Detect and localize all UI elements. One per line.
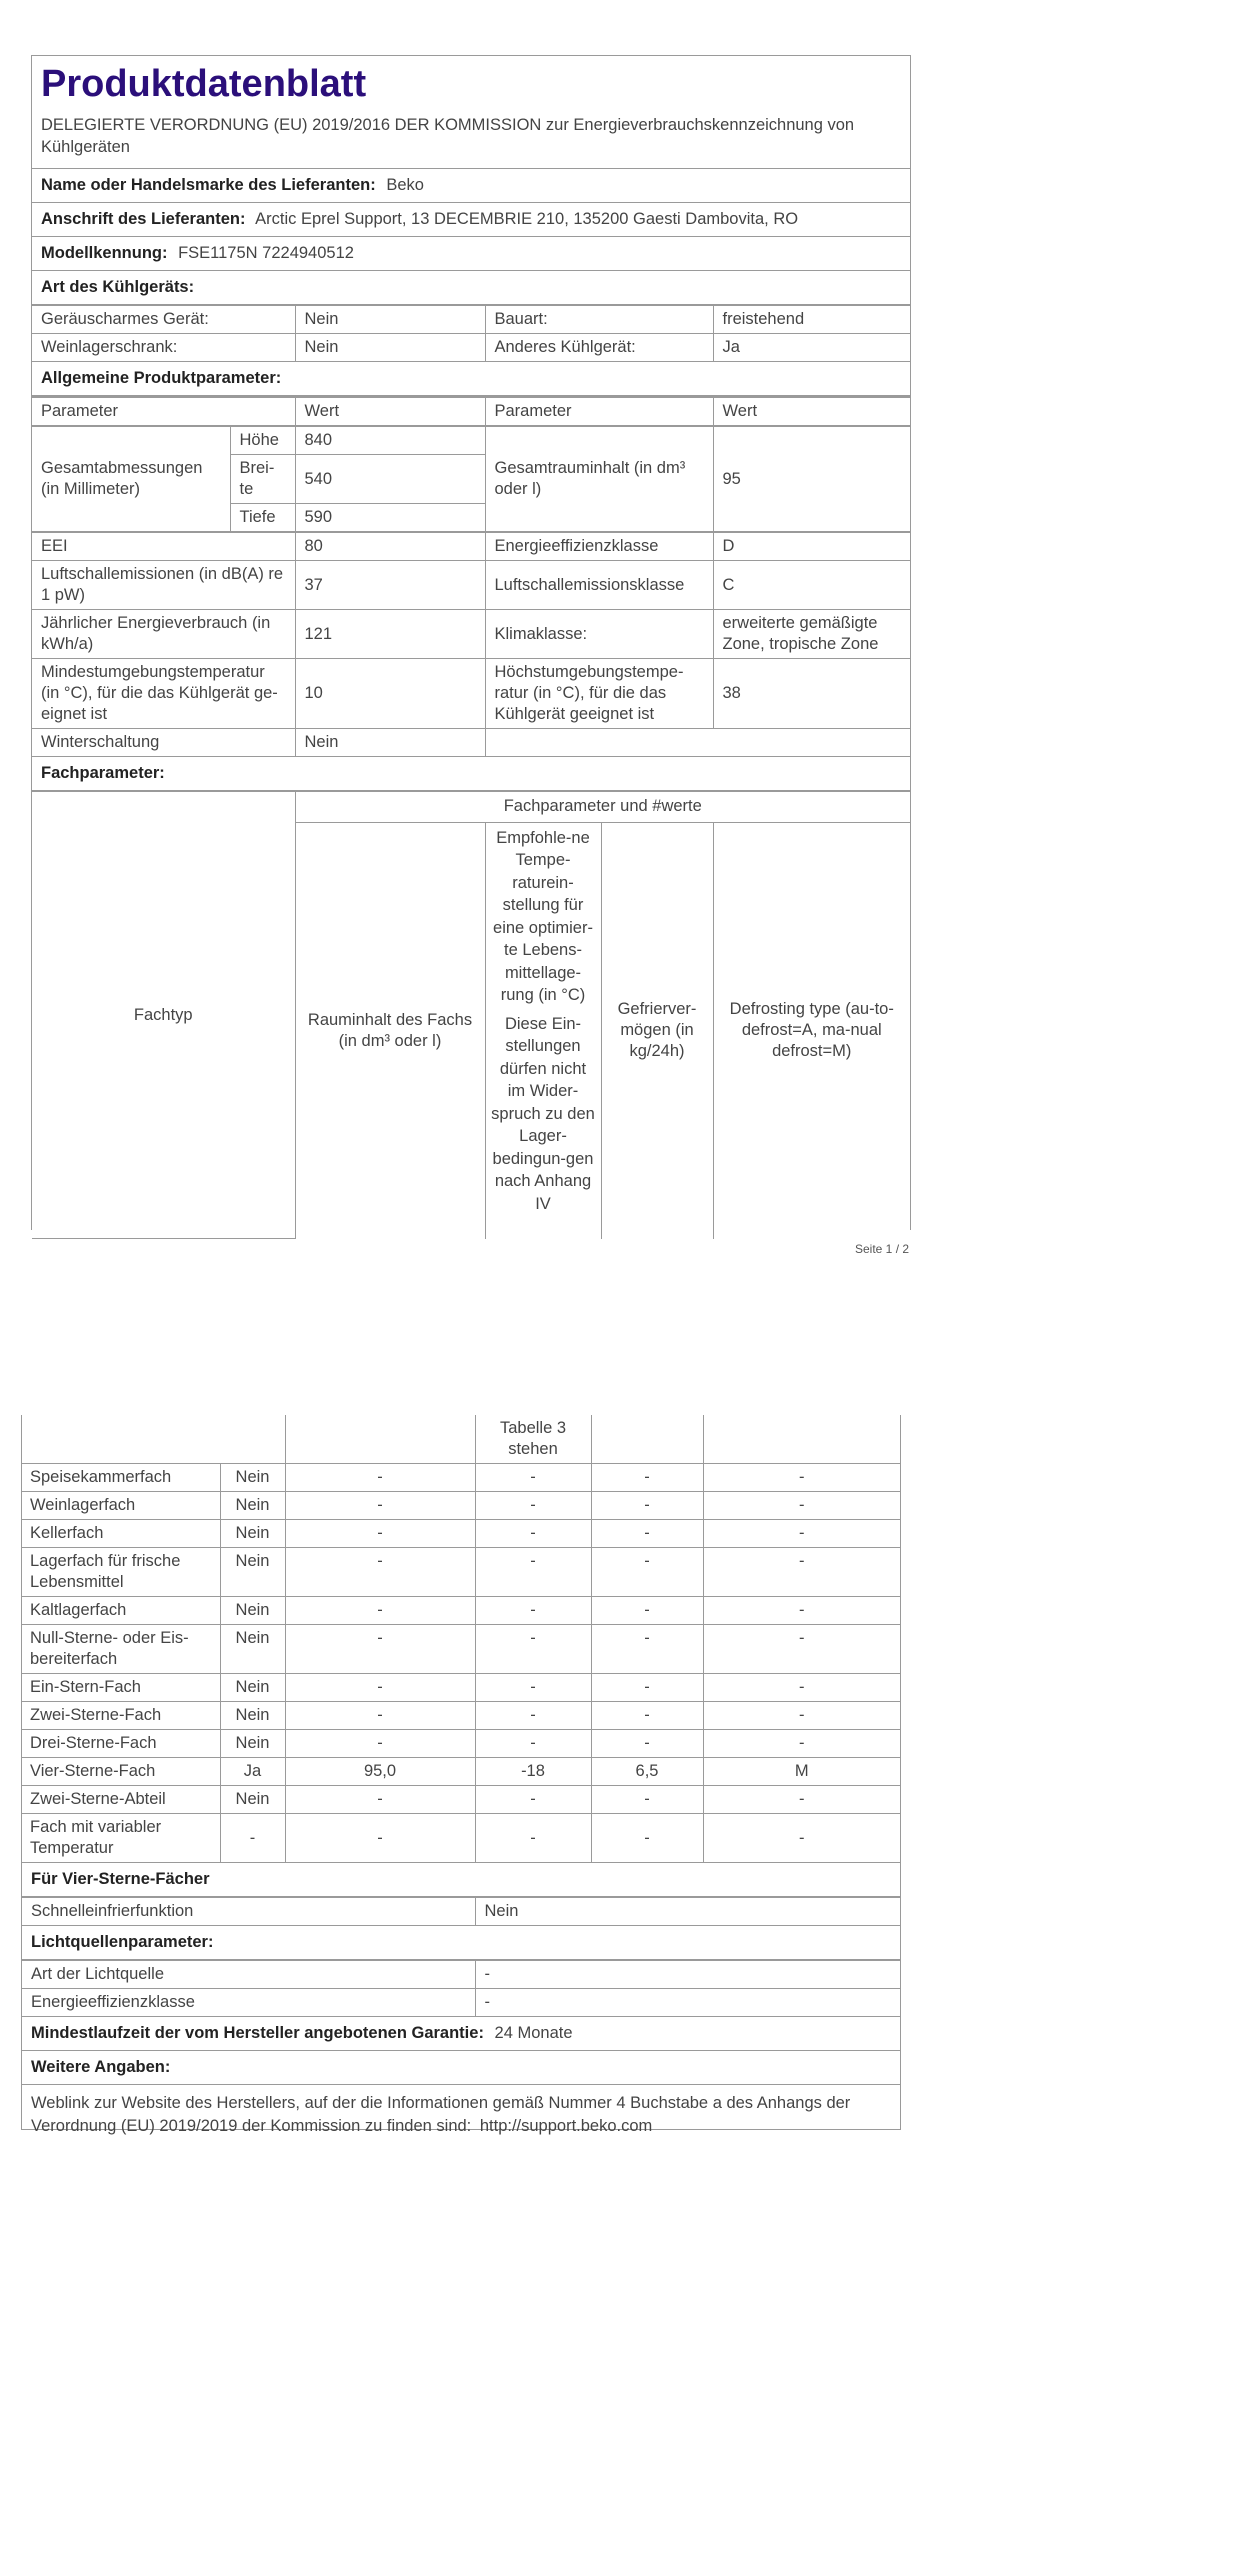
light-heading: Lichtquellenparameter:: [22, 1926, 900, 1960]
volume-value: 95: [713, 426, 910, 532]
compartment-freeze: 6,5: [591, 1758, 703, 1786]
compartment-defrost: -: [703, 1597, 900, 1625]
table-row: [22, 1702, 900, 1730]
compartment-present: Nein: [220, 1548, 285, 1597]
compartment-type: Kaltlagerfach: [22, 1597, 220, 1625]
col-compartment-type: Fachtyp: [32, 792, 295, 1239]
device-value: Ja: [713, 334, 910, 362]
device-label: Anderes Kühlgerät:: [485, 334, 713, 362]
compartment-freeze: -: [591, 1548, 703, 1597]
compartment-volume: -: [285, 1674, 475, 1702]
further-text: Weblink zur Website des Herstellers, auf der die Informationen gemäß Nummer 4 Buchstabe a des Anhangs der Verordnung (EU) 2019/2019 der Kommission zu finden sind:: [31, 2094, 851, 2135]
compartment-freeze: -: [591, 1814, 703, 1863]
compartment-type: Drei-Sterne-Fach: [22, 1730, 220, 1758]
compartment-present: Nein: [220, 1786, 285, 1814]
further-heading: Weitere Angaben:: [22, 2051, 900, 2085]
param-label: EEI: [32, 532, 295, 561]
general-heading: Allgemeine Produktparameter:: [32, 362, 910, 396]
compartment-temp: -18: [475, 1758, 591, 1786]
dim-value: 840: [295, 426, 485, 455]
volume-label: Gesamtrauminhalt (in dm³ oder l): [485, 426, 713, 532]
device-type-row: [32, 334, 910, 362]
param-row: [32, 532, 910, 561]
param-label: Luftschallemissionen (in dB(A) re 1 pW): [32, 561, 295, 610]
col-defrost: Defrosting type (au-to-defrost=A, ma-nual defrost=M): [713, 822, 910, 1239]
compartment-volume: -: [285, 1492, 475, 1520]
device-value: Nein: [295, 306, 485, 334]
page-number: Seite 1 / 2: [855, 1242, 910, 1256]
table-row: [22, 1730, 900, 1758]
compartment-defrost: -: [703, 1548, 900, 1597]
warranty-value: 24 Monate: [494, 2024, 573, 2042]
table-row: [22, 1814, 900, 1863]
supplier-address-value: Arctic Eprel Support, 13 DECEMBRIE 210, 135200 Gaesti Dambovita, RO: [255, 210, 799, 228]
compartment-defrost: -: [703, 1730, 900, 1758]
param-value: erweiterte gemäßigte Zone, tropische Zone: [713, 610, 910, 659]
col-value: Wert: [713, 397, 910, 426]
compartment-freeze: -: [591, 1786, 703, 1814]
compartment-present: Nein: [220, 1730, 285, 1758]
compartments-header-table: [32, 791, 910, 1239]
compartment-temp: -: [475, 1730, 591, 1758]
param-label: Jährlicher Energieverbrauch (in kWh/a): [32, 610, 295, 659]
param-row: [32, 659, 910, 729]
general-header-row: [32, 397, 910, 426]
dim-label: Höhe: [230, 426, 295, 455]
compartment-freeze: -: [591, 1520, 703, 1548]
compartments-continued-row: [22, 1415, 900, 1464]
page-2: [21, 1415, 901, 2135]
dim-label: Tiefe: [230, 504, 295, 533]
compartment-defrost: -: [703, 1786, 900, 1814]
dim-value: 590: [295, 504, 485, 533]
compartment-volume: -: [285, 1625, 475, 1674]
compartment-type: Weinlagerfach: [22, 1492, 220, 1520]
compartment-present: Ja: [220, 1758, 285, 1786]
compartment-present: Nein: [220, 1464, 285, 1492]
page-title: Produktdatenblatt: [41, 63, 367, 105]
empty-cell: [22, 1415, 285, 1464]
quick-freeze-label: Schnelleinfrierfunktion: [22, 1898, 475, 1926]
param-row: [32, 610, 910, 659]
table-row: [22, 1492, 900, 1520]
compartment-temp: -: [475, 1786, 591, 1814]
table-row: [22, 1674, 900, 1702]
compartment-volume: -: [285, 1597, 475, 1625]
general-params-table: [32, 396, 910, 757]
compartment-type: Vier-Sterne-Fach: [22, 1758, 220, 1786]
col-parameter: Parameter: [485, 397, 713, 426]
dim-label: Brei-te: [230, 455, 295, 504]
compartment-defrost: -: [703, 1520, 900, 1548]
param-value: 37: [295, 561, 485, 610]
table-row: [22, 1548, 900, 1597]
light-row: [22, 1989, 900, 2017]
empty-cell: [285, 1415, 475, 1464]
param-label: Höchstumgebungstempe-ratur (in °C), für die das Kühlgerät geeignet ist: [485, 659, 713, 729]
compartment-temp: -: [475, 1492, 591, 1520]
compartment-present: -: [220, 1814, 285, 1863]
compartment-freeze: -: [591, 1702, 703, 1730]
model-row: [32, 237, 910, 271]
param-value: 10: [295, 659, 485, 729]
warranty-row: [22, 2017, 900, 2051]
warranty-label: Mindestlaufzeit der vom Hersteller angebotenen Garantie:: [31, 2024, 484, 2042]
compartment-defrost: -: [703, 1492, 900, 1520]
device-label: Weinlagerschrank:: [32, 334, 295, 362]
compartment-temp: -: [475, 1597, 591, 1625]
param-label: Klimaklasse:: [485, 610, 713, 659]
supplier-name-label: Name oder Handelsmarke des Lieferanten:: [41, 176, 376, 194]
supplier-address-row: [32, 203, 910, 237]
light-table: [22, 1960, 900, 2017]
compartment-type: Zwei-Sterne-Fach: [22, 1702, 220, 1730]
compartment-freeze: -: [591, 1464, 703, 1492]
table-row: [22, 1758, 900, 1786]
light-label: Energieeffizienzklasse: [22, 1989, 475, 2017]
model-label: Modellkennung:: [41, 244, 168, 262]
compartments-group-row: [32, 792, 910, 823]
col-temperature: [485, 822, 601, 1239]
compartment-present: Nein: [220, 1597, 285, 1625]
compartment-type: Speisekammerfach: [22, 1464, 220, 1492]
light-value: -: [475, 1989, 900, 2017]
compartment-volume: -: [285, 1786, 475, 1814]
compartment-volume: -: [285, 1464, 475, 1492]
compartment-type: Ein-Stern-Fach: [22, 1674, 220, 1702]
compartment-freeze: -: [591, 1730, 703, 1758]
param-label: Luftschallemissionsklasse: [485, 561, 713, 610]
compartment-temp: -: [475, 1520, 591, 1548]
col-temperature-part1: Empfohle-ne Tempe-raturein-stellung für eine optimier-te Lebens-mittellage-rung (in °C): [493, 828, 593, 1004]
compartment-freeze: -: [591, 1492, 703, 1520]
four-star-table: [22, 1897, 900, 1926]
device-type-row: [32, 306, 910, 334]
table-row: [22, 1625, 900, 1674]
device-type-heading: Art des Kühlgeräts:: [32, 271, 910, 305]
param-value: 80: [295, 532, 485, 561]
param-value: 38: [713, 659, 910, 729]
compartment-defrost: -: [703, 1464, 900, 1492]
compartment-volume: -: [285, 1702, 475, 1730]
device-label: Geräuscharmes Gerät:: [32, 306, 295, 334]
manufacturer-link[interactable]: http://support.beko.com: [479, 2117, 653, 2135]
device-value: Nein: [295, 334, 485, 362]
col-freeze: Gefrierver-mögen (in kg/24h): [601, 822, 713, 1239]
quick-freeze-value: Nein: [475, 1898, 900, 1926]
compartment-present: Nein: [220, 1674, 285, 1702]
compartment-type: Lagerfach für frische Lebensmittel: [22, 1548, 220, 1597]
empty-cell: [485, 729, 910, 757]
quick-freeze-row: [22, 1898, 900, 1926]
supplier-address-label: Anschrift des Lieferanten:: [41, 210, 246, 228]
compartment-defrost: -: [703, 1674, 900, 1702]
compartment-freeze: -: [591, 1674, 703, 1702]
col-temperature-part2: Diese Ein-stellungen dürfen nicht im Wider-spruch zu den Lager-bedingun-gen nach Anhang IV: [491, 1014, 595, 1213]
compartment-temp: -: [475, 1702, 591, 1730]
dims-row: [32, 426, 910, 455]
compartment-present: Nein: [220, 1702, 285, 1730]
supplier-name-row: [32, 169, 910, 203]
param-row: [32, 561, 910, 610]
table-row: [22, 1786, 900, 1814]
four-star-heading: Für Vier-Sterne-Fächer: [22, 1863, 900, 1897]
compartment-volume: -: [285, 1548, 475, 1597]
compartment-type: Zwei-Sterne-Abteil: [22, 1786, 220, 1814]
device-type-table: [32, 305, 910, 362]
device-label: Bauart:: [485, 306, 713, 334]
dim-value: 540: [295, 455, 485, 504]
empty-cell: [591, 1415, 703, 1464]
table-row: [22, 1597, 900, 1625]
empty-cell: [703, 1415, 900, 1464]
compartment-freeze: -: [591, 1597, 703, 1625]
device-value: freistehend: [713, 306, 910, 334]
col-volume: Rauminhalt des Fachs (in dm³ oder l): [295, 822, 485, 1239]
param-label: Mindestumgebungstemperatur (in °C), für die das Kühlgerät ge-eignet ist: [32, 659, 295, 729]
compartment-present: Nein: [220, 1492, 285, 1520]
compartment-defrost: -: [703, 1625, 900, 1674]
param-value: C: [713, 561, 910, 610]
param-value: 121: [295, 610, 485, 659]
compartment-present: Nein: [220, 1520, 285, 1548]
light-label: Art der Lichtquelle: [22, 1961, 475, 1989]
supplier-name-value: Beko: [386, 176, 424, 194]
table-row: [22, 1464, 900, 1492]
compartment-volume: -: [285, 1814, 475, 1863]
compartment-temp: -: [475, 1814, 591, 1863]
compartment-volume: -: [285, 1520, 475, 1548]
compartment-type: Fach mit variabler Temperatur: [22, 1814, 220, 1863]
compartment-type: Null-Sterne- oder Eis-bereiterfach: [22, 1625, 220, 1674]
regulation-subtitle: DELEGIERTE VERORDNUNG (EU) 2019/2016 DER KOMMISSION zur Energieverbrauchskennzeichnung von Kühlgeräten: [32, 106, 910, 169]
col-group-label: Fachparameter und #werte: [295, 792, 910, 823]
compartment-temp: -: [475, 1674, 591, 1702]
compartment-present: Nein: [220, 1625, 285, 1674]
compartment-type: Kellerfach: [22, 1520, 220, 1548]
compartment-volume: 95,0: [285, 1758, 475, 1786]
param-label: Energieeffizienzklasse: [485, 532, 713, 561]
model-value: FSE1175N 7224940512: [178, 244, 354, 262]
compartment-temp: -: [475, 1625, 591, 1674]
col-parameter: Parameter: [32, 397, 295, 426]
light-row: [22, 1961, 900, 1989]
compartment-defrost: -: [703, 1702, 900, 1730]
compartment-defrost: -: [703, 1814, 900, 1863]
compartment-defrost: M: [703, 1758, 900, 1786]
col-value: Wert: [295, 397, 485, 426]
table-row: [22, 1520, 900, 1548]
winter-value: Nein: [295, 729, 485, 757]
further-info: [22, 2085, 900, 2145]
param-value: D: [713, 532, 910, 561]
compartments-table: [22, 1415, 900, 1863]
winter-row: [32, 729, 910, 757]
compartment-freeze: -: [591, 1625, 703, 1674]
compartments-heading: Fachparameter:: [32, 757, 910, 791]
compartment-volume: -: [285, 1730, 475, 1758]
winter-label: Winterschaltung: [32, 729, 295, 757]
page-1: [31, 55, 911, 1230]
compartment-temp: -: [475, 1464, 591, 1492]
col-temperature-part3: Tabelle 3 stehen: [475, 1415, 591, 1464]
dims-label: Gesamtabmessungen (in Millimeter): [32, 426, 230, 532]
light-value: -: [475, 1961, 900, 1989]
compartment-temp: -: [475, 1548, 591, 1597]
